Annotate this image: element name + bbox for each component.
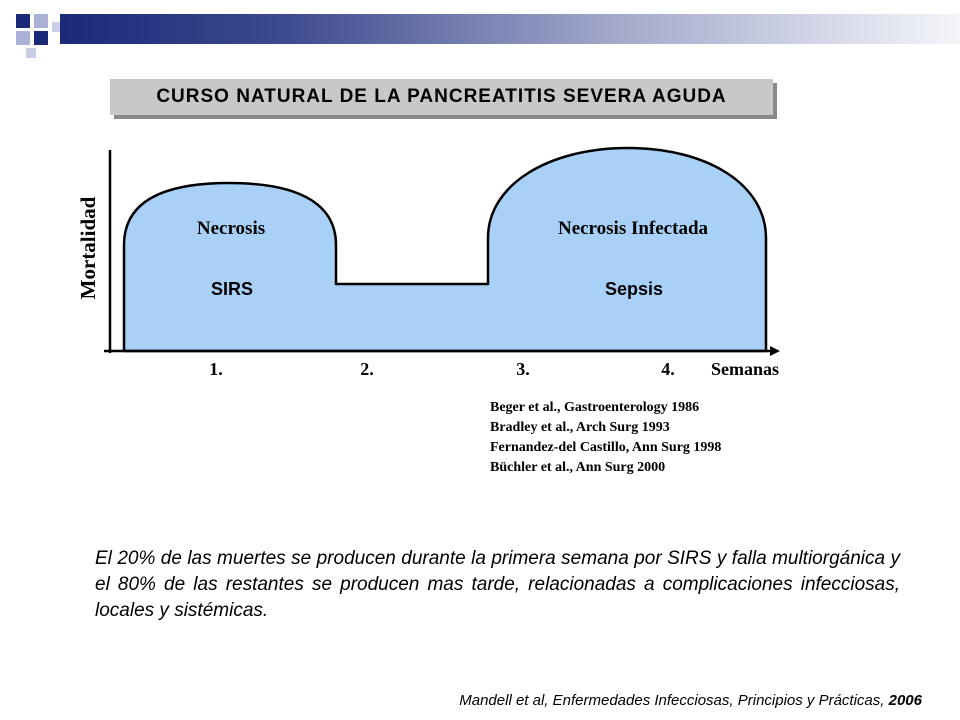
phase-2-label-top: Necrosis Infectada	[557, 218, 709, 239]
reference-item: Beger et al., Gastroenterology 1986	[490, 400, 700, 415]
reference-item: Büchler et al., Ann Surg 2000	[490, 460, 666, 475]
phase-2-label-bottom: Sepsis	[604, 279, 664, 299]
reference-item: Fernandez-del Castillo, Ann Surg 1998	[490, 440, 722, 455]
y-axis-label: Mortalidad	[76, 196, 100, 300]
x-tick-label: 2.	[360, 359, 374, 379]
mortality-area	[124, 148, 766, 351]
x-tick-label: 3.	[516, 359, 530, 379]
x-axis-label: Semanas	[710, 359, 780, 379]
source-citation	[459, 692, 922, 709]
phase-1-label-bottom: SIRS	[210, 279, 254, 299]
citation-text: Mandell et al, Enfermedades Infecciosas, Principios y Prácticas,	[459, 692, 885, 709]
reference-item: Bradley et al., Arch Surg 1993	[490, 420, 670, 435]
citation-year: 2006	[888, 692, 922, 709]
references-list	[490, 398, 721, 478]
phase-1-label-top: Necrosis	[196, 218, 266, 239]
x-axis-arrow	[770, 346, 780, 356]
x-tick-label: 1.	[209, 359, 223, 379]
body-paragraph: El 20% de las muertes se producen durante la primera semana por SIRS y falla multiorgánica y el 80% de las restantes se producen mas tarde, relacionadas a complicaciones infecciosas, locales y sistémicas.	[95, 548, 900, 621]
x-tick-label: 4.	[661, 359, 675, 379]
chart-title: CURSO NATURAL DE LA PANCREATITIS SEVERA AGUDA	[156, 86, 727, 107]
